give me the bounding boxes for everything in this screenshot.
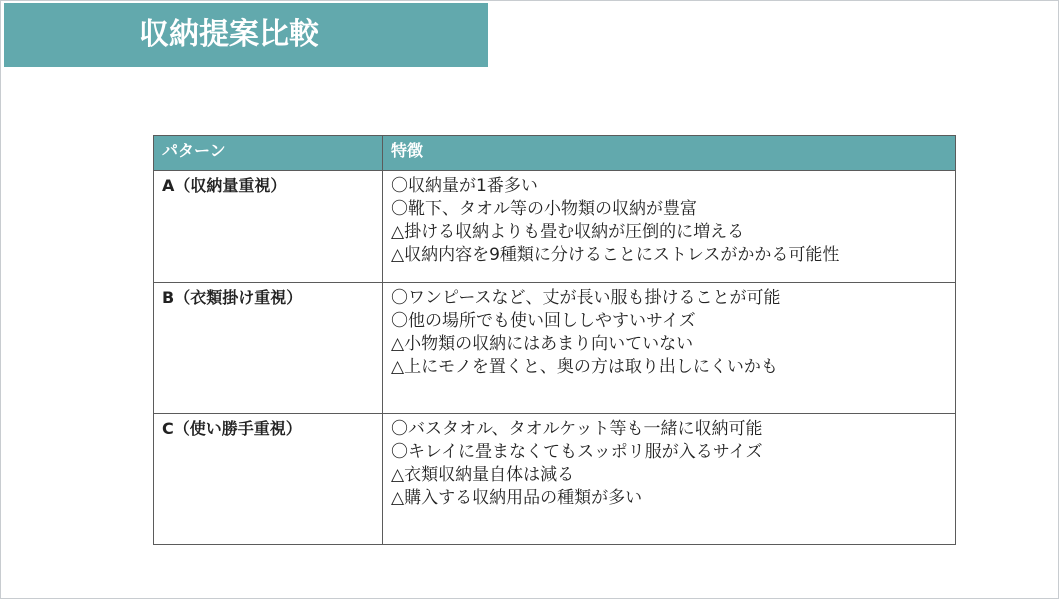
feature-line: △小物類の収納にはあまり向いていない <box>391 334 694 354</box>
feature-line: △上にモノを置くと、奥の方は取り出しにくいかも <box>391 357 778 377</box>
feature-line: △購入する収納用品の種類が多い <box>391 488 643 508</box>
table-row <box>154 414 956 545</box>
title-band <box>4 3 488 67</box>
table-row <box>154 283 956 414</box>
table-row <box>154 171 956 283</box>
pattern-b-label: B（衣類掛け重視） <box>154 283 383 414</box>
comparison-table <box>153 135 956 545</box>
header-pattern: パターン <box>154 136 383 171</box>
pattern-a-features <box>383 171 956 283</box>
pattern-c-label: C（使い勝手重視） <box>154 414 383 545</box>
feature-line: 〇キレイに畳まなくてもスッポリ服が入るサイズ <box>391 442 763 462</box>
feature-line: △収納内容を9種類に分けることにストレスがかかる可能性 <box>391 245 840 265</box>
feature-line: 〇バスタオル、タオルケット等も一緒に収納可能 <box>391 419 763 439</box>
feature-line: 〇他の場所でも使い回ししやすいサイズ <box>391 311 696 331</box>
feature-line: △掛ける収納よりも畳む収納が圧倒的に増える <box>391 222 745 242</box>
table-header-row <box>154 136 956 171</box>
header-features: 特徴 <box>383 136 956 171</box>
slide-title: 収納提案比較 <box>139 17 319 52</box>
pattern-a-label: A（収納量重視） <box>154 171 383 283</box>
feature-line: 〇靴下、タオル等の小物類の収納が豊富 <box>391 199 697 219</box>
pattern-c-features <box>383 414 956 545</box>
feature-line: △衣類収納量自体は減る <box>391 465 575 485</box>
pattern-b-features <box>383 283 956 414</box>
feature-line: 〇収納量が1番多い <box>391 176 538 196</box>
feature-line: 〇ワンピースなど、丈が長い服も掛けることが可能 <box>391 288 781 308</box>
